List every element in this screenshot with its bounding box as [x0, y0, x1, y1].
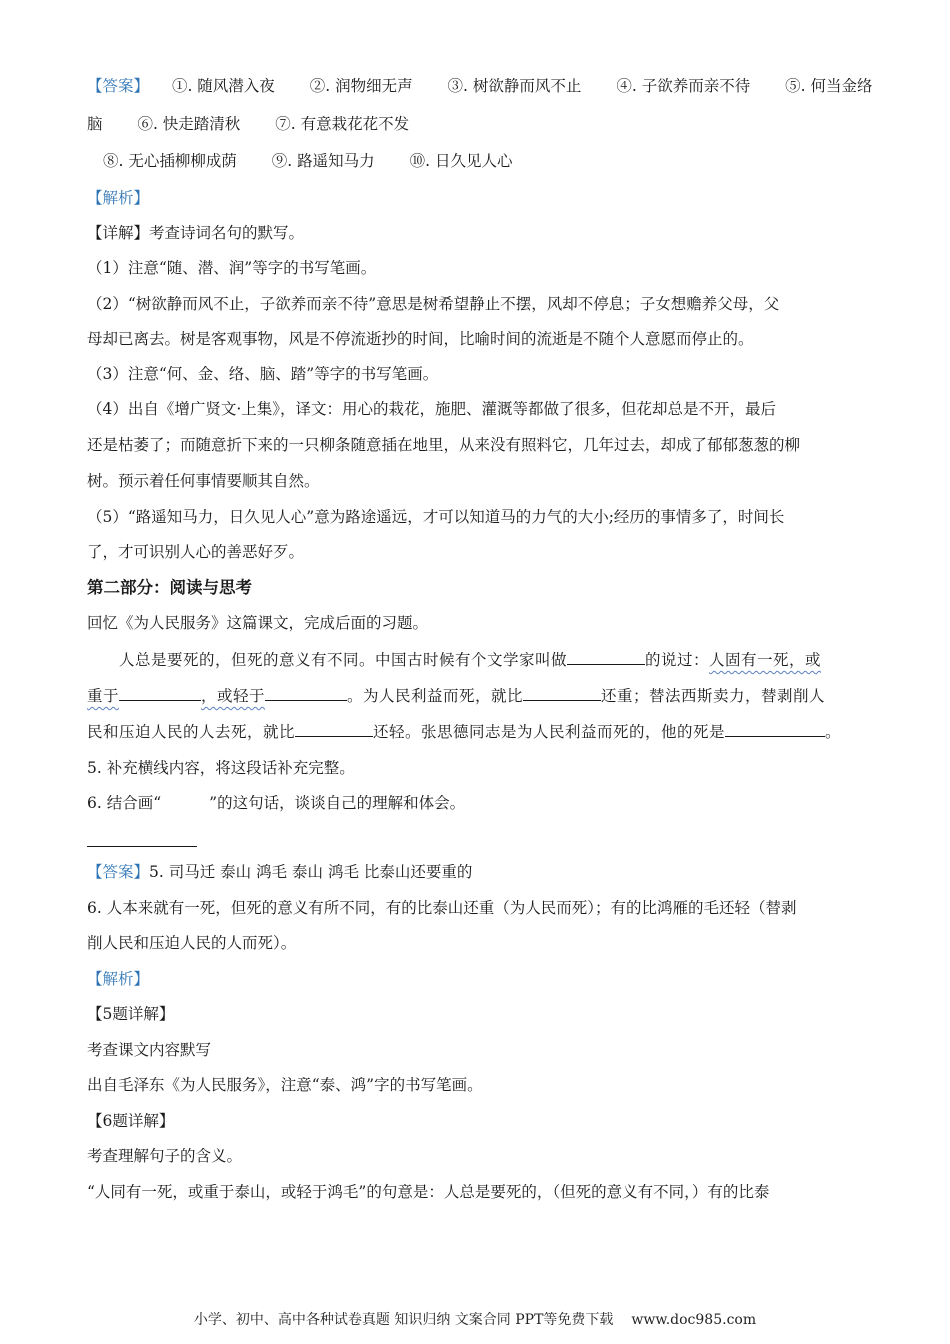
analysis-tag: 【解析】 [87, 970, 150, 988]
analysis-paragraph: （5）“路遥知马力，日久见人心”意为路途遥远，才可以知道马的力气的大小;经历的事情多了，时间长 [87, 508, 785, 526]
answer-item: ⑩. 日久见人心 [409, 152, 513, 170]
answer-blank[interactable] [567, 648, 645, 665]
question-text: 6. 结合画“ [87, 794, 162, 812]
footer-text: 小学、初中、高中各种试卷真题 知识归纳 文案合同 PPT等免费下载 [193, 1312, 614, 1328]
page-footer [0, 1309, 950, 1329]
passage-text: 民和压迫人民的人去死，就比 [87, 723, 296, 741]
question-6 [87, 792, 890, 814]
analysis-paragraph: （4）出自《增广贤文·上集》，译文：用心的栽花，施肥、灌溉等都做了很多，但花却总是不开，最后 [87, 400, 777, 418]
answer-row-q6: 6. 人本来就有一死，但死的意义有所不同，有的比泰山还重（为人民而死）；有的比鸿雁的毛还轻（替剥 [87, 899, 797, 917]
detail-line [87, 222, 890, 244]
wavy-underlined-sentence: 重于 [87, 687, 120, 705]
analysis-paragraph: 还是枯萎了；而随意折下来的一只柳条随意插在地里，从来没有照料它，几年过去，却成了郁郁葱葱的柳 [87, 436, 801, 454]
answer-item: ⑦. 有意栽花花不发 [275, 115, 410, 133]
answer-tag: 【答案】 [87, 77, 150, 95]
section-title: 第二部分：阅读与思考 [87, 578, 252, 597]
passage-line-3 [87, 720, 890, 743]
answer-item: ②. 润物细无声 [309, 77, 413, 95]
question-5: 5. 补充横线内容，将这段话补充完整。 [87, 759, 355, 777]
answer-row-1 [87, 75, 890, 97]
passage-text: 。 [825, 723, 842, 741]
q5-detail-tag: 【5题详解】 [87, 1005, 175, 1023]
answer-blank[interactable] [119, 684, 201, 701]
answer-item: ⑤. 何当金络 [785, 77, 873, 95]
analysis-paragraph: 母却已离去。树是客观事物，风是不停流逝抄的时间，比喻时间的流逝是不随个人意愿而停止的。 [87, 330, 754, 348]
answer-row-q5 [87, 861, 890, 883]
detail-tag: 【详解】 [87, 224, 150, 242]
detail-text: 考查诗词名句的默写。 [149, 224, 305, 242]
question-text: ”的这句话，谈谈自己的理解和体会。 [209, 794, 466, 812]
analysis-paragraph: 了，才可识别人心的善恶好歹。 [87, 543, 305, 561]
answer-row-2 [87, 113, 890, 135]
wavy-line-sample [161, 792, 209, 814]
answer-blank[interactable] [295, 720, 373, 737]
answer-text: 5. 司马迁 泰山 鸿毛 泰山 鸿毛 比泰山还要重的 [149, 863, 473, 881]
answer-item: ⑧. 无心插柳柳成荫 [103, 152, 237, 170]
passage-text: 还重；替法西斯卖力，替剥削人 [601, 687, 826, 705]
answer-item: ④. 子欲养而亲不待 [616, 77, 751, 95]
footer-url[interactable]: www.doc985.com [631, 1312, 757, 1328]
passage-text: 。为人民利益而死，就比 [347, 687, 524, 705]
answer-item: ⑨. 路遥知马力 [271, 152, 375, 170]
answer-item: ③. 树欲静而风不止 [447, 77, 582, 95]
analysis-paragraph: “人同有一死，或重于泰山，或轻于鸿毛”的句意是：人总是要死的，（但死的意义有不同，）有的比泰 [87, 1183, 770, 1201]
q6-detail-tag: 【6题详解】 [87, 1112, 175, 1130]
section-intro: 回忆《为人民服务》这篇课文，完成后面的习题。 [87, 614, 429, 632]
answer-item-continuation: 脑 [87, 115, 103, 133]
answer-blank[interactable] [265, 684, 347, 701]
answer-item: ①. 随风潜入夜 [171, 77, 275, 95]
answer-row-3 [103, 150, 890, 172]
passage-line-1 [119, 648, 890, 671]
passage-text: 还轻。张思德同志是为人民利益而死的，他的死是 [373, 723, 726, 741]
answer-row-q6-continuation: 削人民和压迫人民的人而死）。 [87, 934, 297, 952]
passage-line-2 [87, 684, 890, 707]
analysis-paragraph: （3）注意“何、金、络、脑、踏”等字的书写笔画。 [87, 365, 439, 383]
analysis-paragraph: （2）“树欲静而风不止，子欲养而亲不待”意思是树希望静止不摆，风却不停息；子女想赡养父母，父 [87, 295, 780, 313]
answer-tag: 【答案】 [87, 863, 150, 881]
analysis-paragraph: 出自毛泽东《为人民服务》，注意“泰、鸿”字的书写笔画。 [87, 1076, 483, 1094]
answer-blank[interactable] [725, 720, 825, 737]
analysis-paragraph: （1）注意“随、潜、润”等字的书写笔画。 [87, 259, 377, 277]
passage-text: 的说过： [645, 651, 710, 669]
analysis-paragraph: 树。预示着任何事情要顺其自然。 [87, 472, 320, 490]
analysis-paragraph: 考查理解句子的含义。 [87, 1147, 243, 1165]
analysis-tag: 【解析】 [87, 189, 150, 207]
wavy-underlined-sentence: ，或轻于 [201, 687, 266, 705]
answer-item: ⑥. 快走踏清秋 [137, 115, 241, 133]
divider-rule [87, 846, 197, 847]
passage-text: 人总是要死的，但死的意义有不同。中国古时候有个文学家叫做 [119, 651, 568, 669]
answer-blank[interactable] [523, 684, 601, 701]
wavy-underlined-sentence: 人固有一死，或 [709, 651, 822, 669]
analysis-paragraph: 考查课文内容默写 [87, 1041, 212, 1059]
